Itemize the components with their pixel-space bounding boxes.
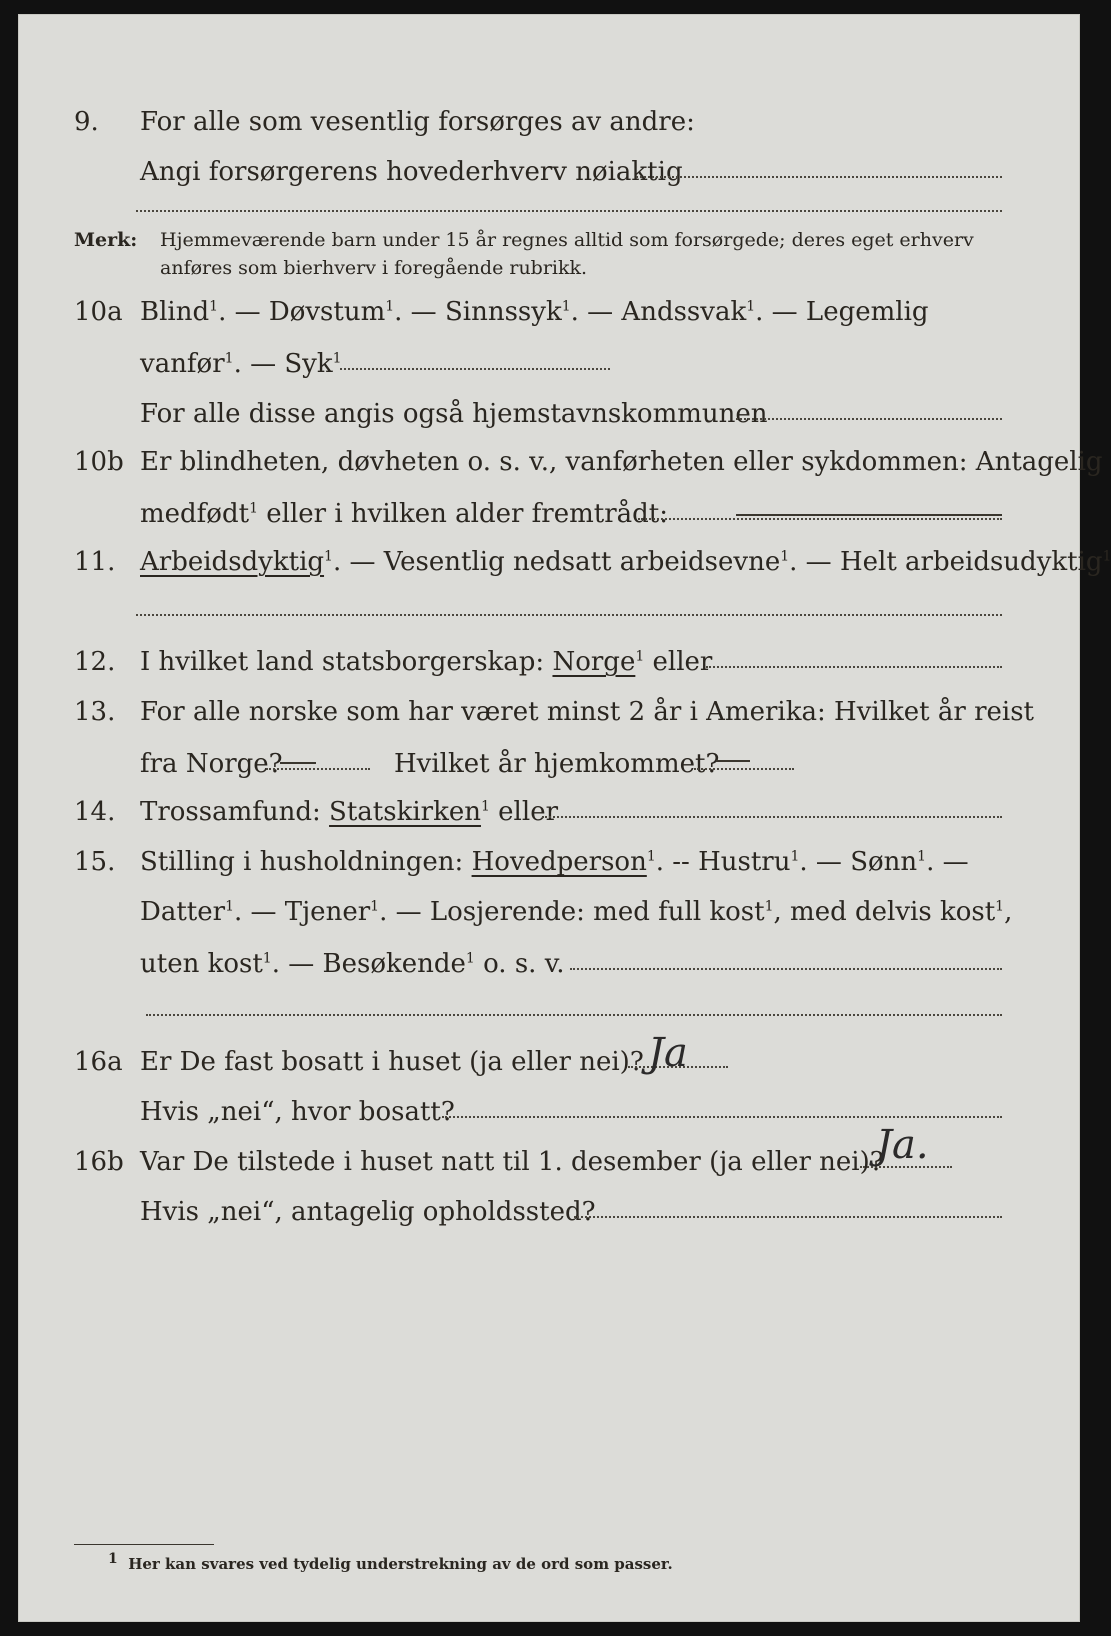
q15-osv: o. s. v. (474, 949, 565, 979)
footnote-marker: 1 (385, 298, 395, 315)
q11-answer-dotline[interactable] (136, 614, 1002, 616)
q16a-hvor-bosatt: Hvis „nei“, hvor bosatt? (140, 1097, 455, 1127)
q14-eller: eller (489, 797, 559, 827)
q13-hjemkommet-dash (716, 760, 750, 762)
q15-datter[interactable]: Datter (140, 897, 226, 927)
footnote-marker: 1 (209, 298, 219, 315)
q15-tjener[interactable]: . — Tjener (233, 897, 371, 927)
footnote-marker: 1 (995, 898, 1005, 915)
footnote-marker: 1 (764, 898, 774, 915)
q9-question: For alle som vesentlig forsørges av andre: (140, 107, 695, 137)
footnote (108, 1551, 673, 1573)
q9-number: 9. (74, 107, 99, 137)
q10b-medfodt: medfødt (140, 499, 250, 529)
footnote-marker: 1 (917, 848, 927, 865)
q14-answer-dotline[interactable] (542, 816, 1002, 818)
q13-reist: fra Norge? (140, 749, 283, 779)
merk-text-1: Hjemmeværende barn under 15 år regnes alltid som forsørgede; deres eget erhverv (160, 229, 974, 251)
q16b-question: Var De tilstede i huset natt til 1. desember (ja eller nei)? (140, 1147, 884, 1177)
q10b-alder: eller i hvilken alder fremtrådt: (257, 499, 669, 529)
q11-nedsatt[interactable]: . — Vesentlig nedsatt arbeidsevne (332, 547, 781, 577)
q15-hustru[interactable]: . -- Hustru (655, 847, 791, 877)
footnote-marker: 1 (746, 298, 756, 315)
q15-comma: , (1004, 897, 1013, 927)
footnote-marker: 1 (1102, 548, 1111, 565)
q16a-handwritten-answer[interactable]: Ja (648, 1030, 688, 1076)
q9-answer-dotline-2[interactable] (136, 210, 1002, 212)
footnote-marker: 1 (790, 848, 800, 865)
footnote-marker: 1 (561, 298, 571, 315)
q16a-question: Er De fast bosatt i huset (ja eller nei)? (140, 1047, 644, 1077)
footnote-marker: 1 (324, 548, 333, 565)
merk-label: Merk: (74, 229, 138, 251)
q15-dash: . — (926, 847, 969, 877)
q10a-number: 10a (74, 297, 123, 327)
q13-reist-dash (280, 762, 316, 764)
q15-delvis-kost[interactable]: , med delvis kost (773, 897, 996, 927)
footnote-marker: 1 (370, 898, 380, 915)
q10b-answer-stroke (736, 514, 1002, 516)
q12-question: I hvilket land statsborgerskap: (140, 647, 545, 677)
q12-answer-dotline[interactable] (706, 666, 1002, 668)
q15-answer-dotline[interactable] (570, 968, 1002, 970)
q16b-handwritten-answer[interactable]: Ja. (876, 1122, 929, 1168)
q16a-hvor-dotline[interactable] (442, 1116, 1002, 1118)
footnote-marker: 1 (465, 950, 475, 967)
q13-number: 13. (74, 697, 116, 727)
q9-subquestion: Angi forsørgerens hovederhverv nøiaktig (140, 157, 683, 187)
footnote-marker: 1 (780, 548, 790, 565)
q13-reist-dotline[interactable] (266, 768, 370, 770)
q11-arbeidsdyktig-underlined[interactable]: Arbeidsdyktig (140, 547, 325, 577)
q13-hjemkommet: Hvilket år hjemkommet? (394, 749, 720, 779)
footnote-rule (74, 1544, 214, 1545)
q10a-dovstum: . — Døvstum (218, 297, 386, 327)
q10a-blind: Blind (140, 297, 210, 327)
q15-question: Stilling i husholdningen: (140, 847, 464, 877)
q16b-opholdssted-dotline[interactable] (574, 1216, 1002, 1218)
q10b-answer-dotline[interactable] (638, 518, 1002, 520)
q15-sonn[interactable]: . — Sønn (799, 847, 918, 877)
q15-uten-kost[interactable]: uten kost (140, 949, 263, 979)
q14-number: 14. (74, 797, 116, 827)
q16b-opholdssted: Hvis „nei“, antagelig opholdssted? (140, 1197, 596, 1227)
q10a-options (140, 296, 929, 328)
merk-text-2: anføres som bierhverv i foregående rubrikk. (160, 257, 588, 279)
q15-answer-dotline-2[interactable] (146, 1014, 1002, 1016)
q14-question: Trossamfund: (140, 797, 321, 827)
q13-question: For alle norske som har været minst 2 år i Amerika: Hvilket år reist (140, 697, 1034, 727)
footnote-marker: 1 (635, 648, 645, 665)
census-form-page (18, 14, 1111, 1622)
q10a-legemlig: . — Legemlig (755, 297, 929, 327)
q15-number: 15. (74, 847, 116, 877)
q10a-hjemstavn-dotline[interactable] (736, 418, 1002, 420)
q10a-sinnssyk: . — Sinnssyk (394, 297, 562, 327)
q12-eller: eller (644, 647, 713, 677)
footnote-marker: 1 (332, 350, 342, 367)
q13-hjemkommet-dotline[interactable] (694, 768, 794, 770)
q15-besokende[interactable]: . — Besøkende (271, 949, 466, 979)
q14-statskirken-underlined[interactable]: Statskirken (329, 797, 481, 827)
q15-hovedperson-underlined[interactable]: Hovedperson (471, 847, 647, 877)
footnote-marker: 1 (249, 500, 258, 517)
footnote-marker: 1 (646, 848, 656, 865)
q10a-andssvak: . — Andssvak (570, 297, 747, 327)
footnote-marker: 1 (262, 950, 272, 967)
q16a-number: 16a (74, 1047, 123, 1077)
footnote-marker: 1 (224, 350, 234, 367)
q10b-question: Er blindheten, døvheten o. s. v., vanførheten eller sykdommen: Antagelig (140, 447, 1103, 477)
q10b-number: 10b (74, 447, 124, 477)
q12-norge-underlined[interactable]: Norge (552, 647, 636, 677)
q10a-syk: . — Syk (233, 349, 333, 379)
footnote-marker: 1 (225, 898, 234, 915)
q16b-number: 16b (74, 1147, 124, 1177)
q9-answer-dotline[interactable] (636, 176, 1002, 178)
q15-full-kost[interactable]: . — Losjerende: med full kost (379, 897, 765, 927)
footnote-mark: 1 (108, 1551, 118, 1567)
q10a-answer-dotline[interactable] (340, 368, 610, 370)
q11-udyktig[interactable]: . — Helt arbeidsudyktig (789, 547, 1103, 577)
q12-number: 12. (74, 647, 116, 677)
q10a-vanfor: vanfør (140, 349, 225, 379)
q11-number: 11. (74, 547, 116, 577)
footnote-marker: 1 (480, 798, 490, 815)
footnote-text: Her kan svares ved tydelig understrekning av de ord som passer. (128, 1555, 673, 1573)
q10a-hjemstavn: For alle disse angis også hjemstavnskommunen (140, 399, 768, 429)
